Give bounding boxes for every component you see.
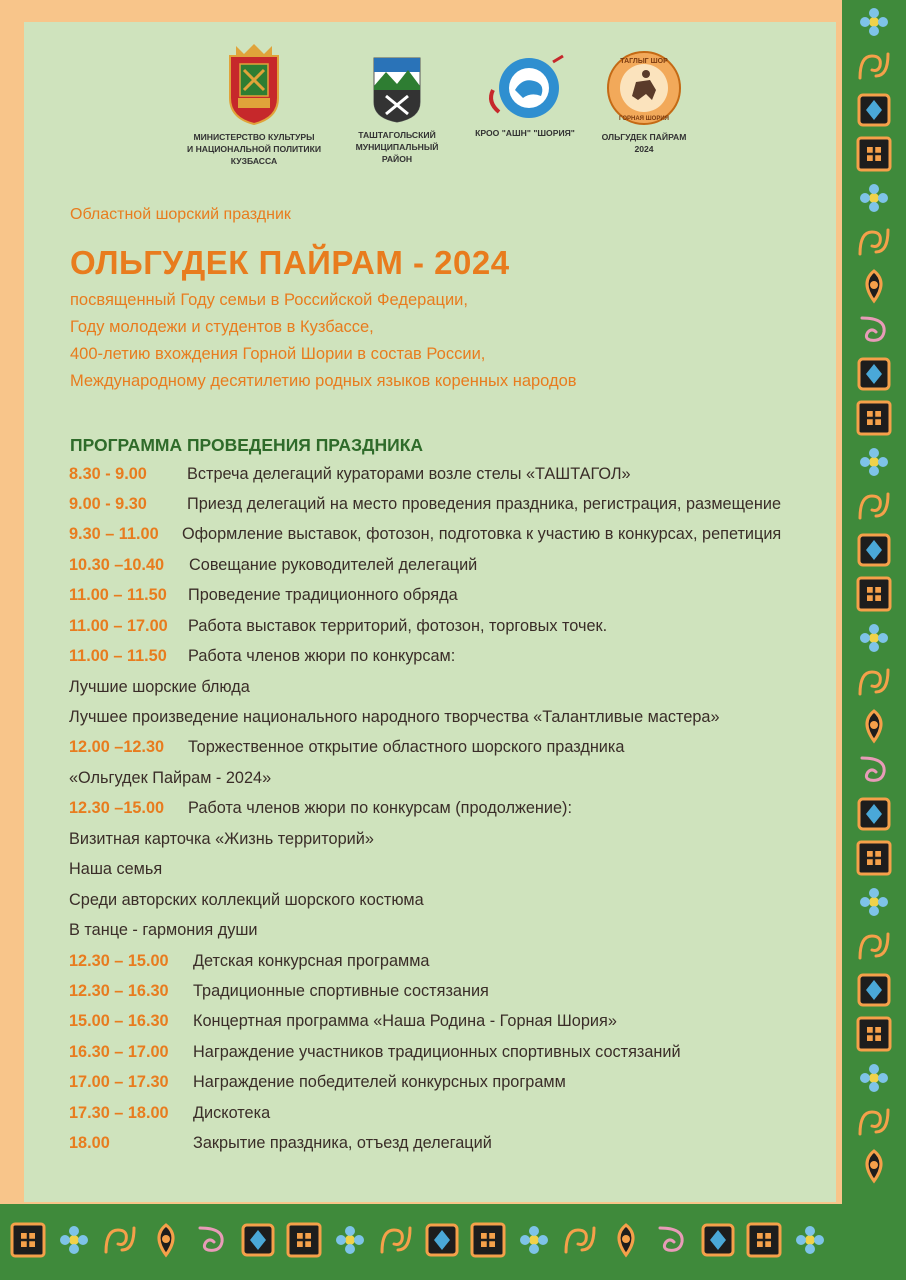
ashn-logo	[460, 52, 590, 139]
ornament-flower-icon	[856, 180, 892, 216]
schedule-text: Детская конкурсная программа	[193, 952, 430, 970]
schedule-text: Традиционные спортивные состязания	[193, 982, 489, 1000]
ornament-drop-icon	[856, 268, 892, 304]
svg-text:ТАГЛЫГ ШОР: ТАГЛЫГ ШОР	[620, 58, 668, 65]
district-logo	[338, 56, 456, 165]
schedule-time: 11.00 – 11.50	[69, 647, 167, 665]
ornament-square-icon	[470, 1222, 506, 1258]
schedule-text: Дискотека	[193, 1104, 271, 1122]
ornament-square-icon	[746, 1222, 782, 1258]
ornament-square-icon	[856, 400, 892, 436]
ornament-curl-icon	[856, 312, 892, 348]
ornament-flower-icon	[856, 1060, 892, 1096]
ornament-spiral-icon	[856, 488, 892, 524]
logo-caption: МИНИСТЕРСТВО КУЛЬТУРЫ И НАЦИОНАЛЬНОЙ ПОЛИТИКИ КУЗБАССА	[187, 132, 321, 166]
event-title: ОЛЬГУДЕК ПАЙРАМ - 2024	[70, 244, 510, 281]
ashn-logo-icon	[483, 52, 567, 122]
ornament-flower-icon	[856, 444, 892, 480]
ornament-flower-icon	[856, 884, 892, 920]
ornament-diamond-icon	[240, 1222, 276, 1258]
ornament-square-icon	[856, 576, 892, 612]
ornament-diamond-icon	[856, 92, 892, 128]
logo-caption: ТАШТАГОЛЬСКИЙ МУНИЦИПАЛЬНЫЙ РАЙОН	[355, 130, 439, 164]
ornament-diamond-icon	[856, 972, 892, 1008]
logo-caption: ОЛЬГУДЕК ПАЙРАМ 2024	[601, 132, 687, 154]
ornament-curl-icon	[856, 752, 892, 788]
ornament-flower-icon	[332, 1222, 368, 1258]
schedule-text: Приезд делегаций на место проведения праздника, регистрация, размещение	[187, 495, 782, 513]
schedule-text: Проведение традиционного обряда	[188, 586, 458, 604]
schedule-text: Торжественное открытие областного шорского праздника	[188, 738, 625, 756]
schedule-text: Работа членов жюри по конкурсам (продолжение):	[188, 799, 572, 817]
ornament-flower-icon	[856, 4, 892, 40]
svg-text:ГОРНАЯ ШОРИЯ: ГОРНАЯ ШОРИЯ	[619, 116, 669, 122]
schedule-text: Работа членов жюри по конкурсам:	[188, 647, 456, 665]
schedule-time: 17.00 – 17.30	[69, 1073, 169, 1091]
ornament-spiral-icon	[856, 48, 892, 84]
schedule-subitem: «Ольгудек Пайрам - 2024»	[69, 769, 272, 787]
dedication-line: Международному десятилетию родных языков коренных народов	[70, 372, 577, 390]
schedule-text: Концертная программа «Наша Родина - Горная Шория»	[193, 1012, 617, 1030]
ornament-spiral-icon	[856, 664, 892, 700]
schedule-time: 18.00	[69, 1134, 110, 1152]
ornament-flower-icon	[516, 1222, 552, 1258]
ornament-flower-icon	[792, 1222, 828, 1258]
schedule-time: 12.30 –15.00	[69, 799, 165, 817]
ornament-flower-icon	[856, 620, 892, 656]
schedule-time: 11.00 – 11.50	[69, 586, 167, 604]
coat-of-arms-icon	[222, 42, 286, 126]
schedule-time: 9.00 - 9.30	[69, 495, 147, 513]
ministry-logo	[170, 42, 338, 167]
dedication-line: посвященный Году семьи в Российской Федерации,	[70, 291, 468, 309]
ornament-spiral-icon	[562, 1222, 598, 1258]
schedule-time: 16.30 – 17.00	[69, 1043, 169, 1061]
logo-caption: КРОО "АШН" "ШОРИЯ"	[475, 128, 575, 138]
schedule-text: Закрытие праздника, отъезд делегаций	[193, 1134, 492, 1152]
dedication-line: Году молодежи и студентов в Кузбассе,	[70, 318, 374, 336]
event-pretitle: Областной шорский праздник	[70, 206, 291, 223]
festival-logo	[588, 50, 700, 155]
schedule-text: Работа выставок территорий, фотозон, торговых точек.	[188, 617, 608, 635]
ornament-drop-icon	[856, 1148, 892, 1184]
ornament-square-icon	[856, 136, 892, 172]
ornament-spiral-icon	[856, 224, 892, 260]
schedule-time: 12.00 –12.30	[69, 738, 165, 756]
ornament-curl-icon	[194, 1222, 230, 1258]
schedule-subitem: Среди авторских коллекций шорского костюма	[69, 891, 424, 909]
schedule-time: 11.00 – 17.00	[69, 617, 168, 635]
ornament-spiral-icon	[856, 1104, 892, 1140]
ornament-spiral-icon	[856, 928, 892, 964]
ornament-diamond-icon	[856, 796, 892, 832]
schedule-time: 8.30 - 9.00	[69, 465, 147, 483]
ornament-drop-icon	[608, 1222, 644, 1258]
ornament-square-icon	[286, 1222, 322, 1258]
schedule-time: 15.00 – 16.30	[69, 1012, 169, 1030]
ornament-spiral-icon	[378, 1222, 414, 1258]
ornament-square-icon	[10, 1222, 46, 1258]
schedule-time: 10.30 –10.40	[69, 556, 165, 574]
ornament-diamond-icon	[856, 356, 892, 392]
schedule-text: Оформление выставок, фотозон, подготовка к участию в конкурсах, репетиция	[182, 525, 782, 543]
schedule-text: Награждение участников традиционных спортивных состязаний	[193, 1043, 681, 1061]
schedule-subitem: Наша семья	[69, 860, 163, 878]
schedule-text: Встреча делегаций кураторами возле стелы «ТАШТАГОЛ»	[187, 465, 631, 483]
schedule-subitem: Лучшие шорские блюда	[69, 678, 250, 696]
ornament-curl-icon	[654, 1222, 690, 1258]
schedule-subitem: В танце - гармония души	[69, 921, 258, 939]
dedication-line: 400-летию вхождения Горной Шории в состав России,	[70, 345, 486, 363]
schedule-text: Награждение победителей конкурсных программ	[193, 1073, 566, 1091]
schedule-subitem: Лучшее произведение национального народного творчества «Талантливые мастера»	[69, 708, 720, 726]
ornament-diamond-icon	[424, 1222, 460, 1258]
ornament-diamond-icon	[700, 1222, 736, 1258]
ornament-square-icon	[856, 1016, 892, 1052]
ornament-diamond-icon	[856, 532, 892, 568]
ornament-spiral-icon	[102, 1222, 138, 1258]
program-heading: ПРОГРАММА ПРОВЕДЕНИЯ ПРАЗДНИКА	[70, 435, 424, 455]
ornament-flower-icon	[56, 1222, 92, 1258]
schedule-time: 12.30 – 15.00	[69, 952, 169, 970]
ornament-drop-icon	[856, 708, 892, 744]
ornament-square-icon	[856, 840, 892, 876]
schedule-time: 12.30 – 16.30	[69, 982, 169, 1000]
festival-logo-icon	[606, 50, 682, 126]
schedule-subitem: Визитная карточка «Жизнь территорий»	[69, 830, 374, 848]
schedule-time: 9.30 – 11.00	[69, 525, 159, 543]
schedule-time: 17.30 – 18.00	[69, 1104, 169, 1122]
ornament-drop-icon	[148, 1222, 184, 1258]
district-emblem-icon	[372, 56, 422, 124]
schedule-text: Совещание руководителей делегаций	[189, 556, 478, 574]
